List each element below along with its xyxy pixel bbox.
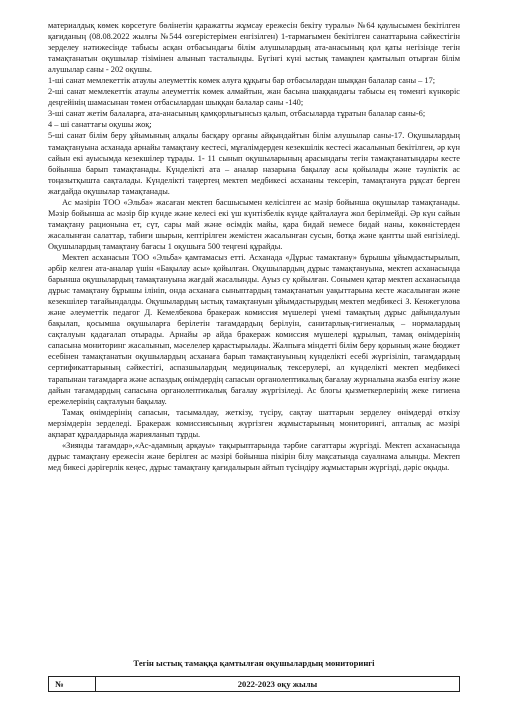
section-title: Тегін ыстық тамаққа қамтылған оқушылардың мониторингі (133, 658, 375, 668)
paragraph-category-1: 1-ші санат мемлекеттік атаулы әлеуметтік көмек алуға құқығы бар отбасылардан шыққан балалар саны – 17; (48, 76, 436, 86)
paragraph-category-2: 2-ші санат мемлекеттік атаулы әлеуметтік көмек алмайтын, жан басына шаққандағы табысы ең төменгі күнкөріс деңгейінің шамасынан төмен отбасылардан шыққан балалар саны -140; (48, 87, 460, 108)
table-header-number: № (49, 677, 96, 692)
table-header-row (49, 677, 460, 692)
paragraph-quality: Тамақ өнімдерінің сапасын, тасымалдау, жеткізу, түсіру, сақтау шаттарын зерделеу өнімдерді өткізу мерзімдерін зерделеді. Бракераж комиссиясының жүргізген жұмыстарының мониторингі, апталық ас мәзірі ақпарат құралдарында жарияланып тұрды. (48, 407, 460, 439)
monitoring-table (48, 676, 460, 692)
paragraph-canteen: Мектеп асханасын ТОО «Эльба» қамтамасыз етті. Асханада «Дұрыс тамактану» бұрышы ұйымдастырылып, әрбір келген ата-аналар үшін «Бақылау асы» қойылған. Оқушылардың дұрыс тамақтануына, мектеп асханасында барынша оқушылардың тамақтануына жағдай жасалынды. Ауыз су қойылған. Сонымен қатар мектеп асханасында дұрыс тамақтану бұрышы ілініп, онда асханаға сыныптардың тамақтанатын уақыттарына кесте жасалынған және кезекшілер тағайындалды. Оқушылардың ыстық тамақтануын ұйымдастырудың мектеп медбикесі З. Кенжегулова және әлеуметтік педагог Д. Кемелбекова бракераж комиссия мүшелері үнемі тамақтың дұрыс дайындалуын бақылап, қосымша оқушыларға берілетін тағамдардың берілуін, санитарлық-гигиеналық – нормалардың сақталуын қадағалап отырады. Арнайы әр айда бракераж комиссия мүшелері құрылып, тамақ өнімдерінің сапасына мониторинг жасалынып, мәселелер қарастырылады. Жалпыға міндетті білім беру қорының және бюджет есебінен тамақтанатын оқушылардың асханаға барып тамақтануының күнделікті есебі жүргізіліп, тағамдардың сертификаттарының сәйкестігі, аспазшылардың медициналық тексерулері, ал күнделікті мектеп медбикесі тарапынан тағамдарға және аспаздық өнімдердің сапасын органолептикалық бағалау журналына жазба енгізу және дайын тағамдардың сапасына органолептикалық бағалау жүргізіледі. Ас блогы қызметкерлерінің жеке гигиена ережелерінің сақталуын бақылау. (48, 252, 460, 406)
paragraph-education: «Зиянды тағамдар»,«Ас-адамның арқауы» тақырыптарында тәрбие сағаттары жүргізді. Мектеп асханасында дұрыс тамақтану ережесін және берілген ас мәзірі бойынша пікірін білу мақсатында сауалнама алынды. Мектеп мед бикесі дәрігерлік кеңес, дұрыс тамақтану қағидалырын айтып түсіндіру жұмыстарын жүргізді, дәріс оқыды. (48, 440, 460, 472)
paragraph-category-3: 3-ші санат жетім балаларға, ата-анасының қамқорлығынсыз қалып, отбасыларда тұратын балалар саны-6; (48, 109, 426, 119)
table-header-year: 2022-2023 оқу жылы (96, 677, 460, 692)
body-text (48, 20, 460, 473)
paragraph-menu: Ас мәзірін ТОО «Эльба» жасаған мектеп басшысымен келісілген ас мәзір бойынша оқушылар тамақтанады. Мәзір бойынша ас мәзір бір күнде және келесі екі үш күнтізбелік күнде қайталауға жол берілмейді. Әр күн сайын тамақтану рационына ет, сүт, сары май және өсімдік майы, қара бидай немесе бидай наны, көкөністерден жасалынған салаттар, табиғи шырын, кептірілген жемістен жасалынған сусын, ботқа және қантты шәй енгізіледі. Оқушылардың тамақтану бағасы 1 оқушыға 500 теңгені құрайды. (48, 197, 460, 251)
paragraph-category-5: 5-ші санат білім беру ұйымының алқалы басқару органы айқындайтын білім алушылар саны-17. Оқушылардың тамақтануына асханада арнайы тамақтану кестесі, мұғалімдерден кезекшілік кестесі жасалынып бекітілген, әр күн сайын екі ауысымда кезекшілер тұрады. 1- 11 сынып оқушыларының арасындағы тегін тамақтанатындары кесте бойынша барып тамақтанады. Күнделікті ата – аналар назарына бақылау асы қойылады және тәуліктік ас тоңазытқышта сақталады. Күнделікті таңертең мектеп медбикесі асхананы тексеріп, тамақтануға рұқсат берген жағдайда оқушылар тамақтанады. (48, 131, 460, 196)
paragraph-category-4: 4 – ші санаттағы оқушы жоқ; (48, 120, 152, 130)
paragraph-intro: материалдық көмек көрсетуге бөлінетін қаражатты жұмсау ережесін бекіту туралы» №64 қаулысымен бекітілген қағиданың (08.08.2022 жылғы №544 өзгерістерімен енгізілген) 1-тармағымен бекітілген санаттарына сәйкестігін зерделеу нәтижесінде табысы асқан отбасындағы білім алушылардың ата-анасының қол қаты негізінде тегін тамақтанатын оқушылар тізімінен алынып тасталынды. Бүгінгі күні ыстық тамақпен қамтылып отырған білім алушылар саны - 202 оқушы. (48, 21, 460, 75)
